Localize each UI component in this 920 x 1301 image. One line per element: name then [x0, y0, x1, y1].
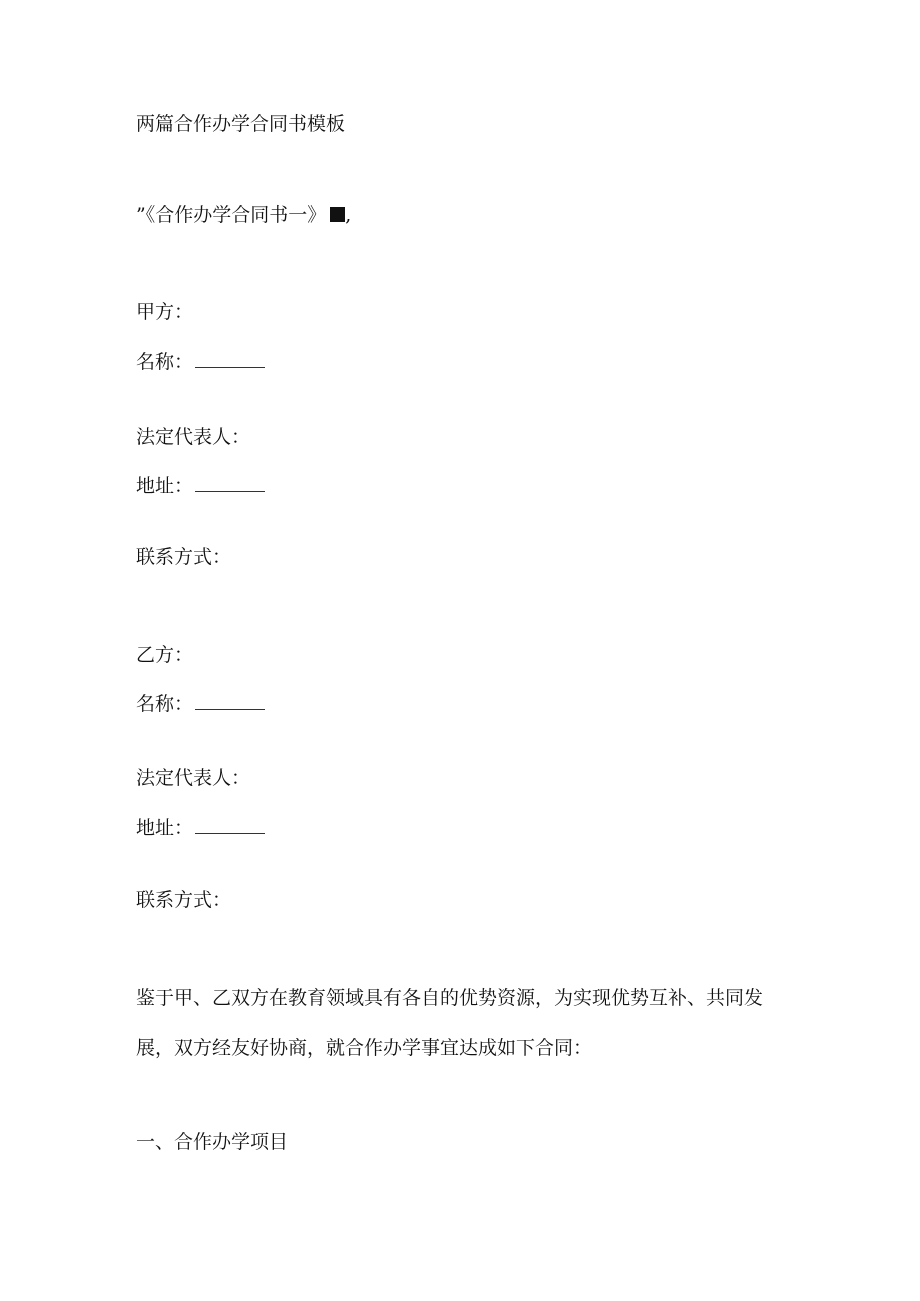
party-a-name-blank	[195, 349, 265, 368]
party-b-legal-rep-label: 法定代表人：	[136, 767, 251, 789]
party-a-address-row	[136, 473, 265, 498]
party-a-name-row	[136, 349, 265, 374]
contract-subtitle	[136, 203, 351, 227]
party-b-address-blank	[195, 815, 265, 834]
section-1-heading: 一、合作办学项目	[136, 1131, 289, 1153]
party-b-contact-label: 联系方式：	[136, 889, 232, 911]
party-a-address-blank	[195, 473, 265, 492]
party-b-address-row	[136, 815, 265, 840]
contract-subtitle-text: ”《合作办学合同书一》	[136, 204, 327, 226]
party-a-address-label: 地址：	[136, 475, 194, 497]
party-b-name-row	[136, 691, 265, 716]
party-a-legal-rep-label: 法定代表人：	[136, 426, 251, 448]
preamble-paragraph: 鉴于甲、乙双方在教育领域具有各自的优势资源，为实现优势互补、共同发展，双方经友好协商，就合作办学事宜达成如下合同：	[136, 987, 764, 1059]
party-a-contact-label: 联系方式：	[136, 546, 232, 568]
party-a-heading: 甲方：	[136, 301, 194, 323]
contract-subtitle-suffix: ,	[345, 204, 352, 226]
document-title: 两篇合作办学合同书模板	[136, 113, 346, 135]
black-square-icon	[330, 207, 345, 222]
party-b-heading: 乙方：	[136, 644, 194, 666]
party-b-address-label: 地址：	[136, 817, 194, 839]
party-b-name-blank	[195, 691, 265, 710]
party-b-name-label: 名称：	[136, 693, 194, 715]
party-a-name-label: 名称：	[136, 351, 194, 373]
